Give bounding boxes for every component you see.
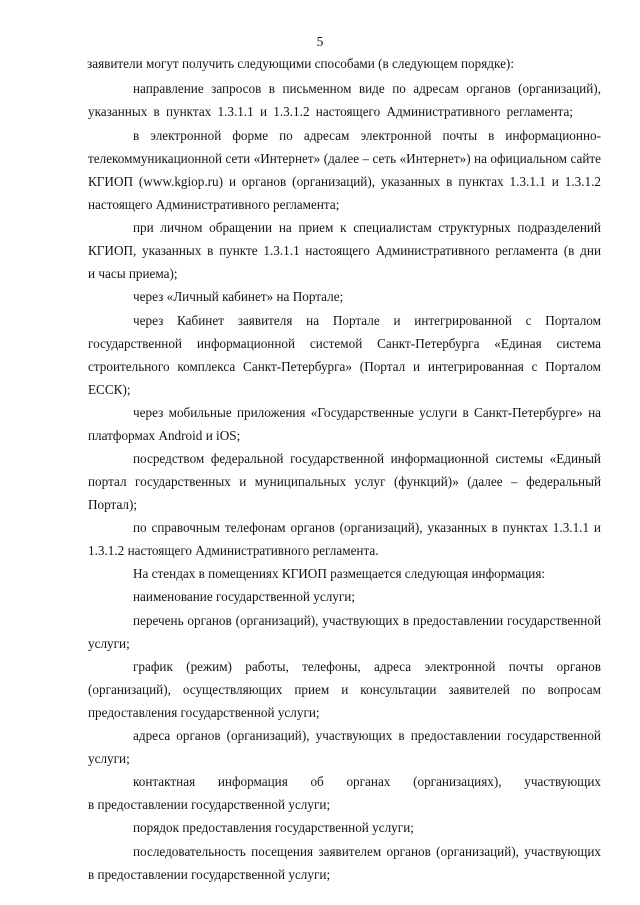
- text-line: в предоставлении государственной услуги;: [88, 867, 331, 882]
- text-line: по справочным телефонам органов (организаций), указанных в пунктах 1.3.1.1 и: [133, 520, 601, 535]
- text-line: порядок предоставления государственной услуги;: [133, 820, 414, 835]
- text-line: перечень органов (организаций), участвующих в предоставлении государственной: [133, 613, 601, 628]
- text-line: указанных в пунктах 1.3.1.1 и 1.3.1.2 настоящего Административного регламента;: [88, 104, 573, 119]
- text-line: ЕССК);: [88, 382, 131, 397]
- text-line: посредством федеральной государственной информационной системы «Единый: [133, 451, 601, 466]
- text-line: настоящего Административного регламента;: [88, 197, 340, 212]
- text-line: и часы приема);: [88, 266, 178, 281]
- text-line: телекоммуникационной сети «Интернет» (далее – сеть «Интернет») на официальном сайте: [88, 151, 601, 166]
- text-line: (организаций), осуществляющих прием и консультации заявителей по вопросам: [88, 682, 601, 697]
- text-line: при личном обращении на прием к специалистам структурных подразделений: [133, 220, 601, 235]
- text-line: государственной информационной системой Санкт-Петербурга «Единая система: [88, 336, 601, 351]
- text-line: Портал);: [88, 497, 138, 512]
- text-line: последовательность посещения заявителем органов (организаций), участвующих: [133, 844, 601, 859]
- page-number: 5: [316, 34, 324, 49]
- text-line: КГИОП (www.kgiop.ru) и органов (организаций), указанных в пунктах 1.3.1.1 и 1.3.1.2: [88, 174, 601, 189]
- text-line: заявители могут получить следующими способами (в следующем порядке):: [87, 56, 514, 71]
- text-line: направление запросов в письменном виде по адресам органов (организаций),: [133, 81, 601, 96]
- text-line: наименование государственной услуги;: [133, 589, 356, 604]
- text-line: контактная информация об органах (организациях), участвующих: [133, 774, 601, 789]
- text-line: в предоставлении государственной услуги;: [88, 797, 331, 812]
- text-line: услуги;: [88, 751, 130, 766]
- text-line: график (режим) работы, телефоны, адреса электронной почты органов: [133, 659, 601, 674]
- text-line: адреса органов (организаций), участвующих в предоставлении государственной: [133, 728, 601, 743]
- text-line: платформах Android и iOS;: [88, 428, 241, 443]
- text-line: портал государственных и муниципальных услуг (функций)» (далее – федеральный: [88, 474, 601, 489]
- text-line: 1.3.1.2 настоящего Административного регламента.: [88, 543, 379, 558]
- text-line: услуги;: [88, 636, 130, 651]
- text-line: через «Личный кабинет» на Портале;: [133, 289, 344, 304]
- text-line: На стендах в помещениях КГИОП размещается следующая информация:: [133, 566, 546, 581]
- text-line: в электронной форме по адресам электронной почты в информационно-: [133, 128, 601, 143]
- text-line: через Кабинет заявителя на Портале и интегрированной с Порталом: [133, 313, 601, 328]
- text-line: КГИОП, указанных в пункте 1.3.1.1 настоящего Административного регламента (в дни: [88, 243, 601, 258]
- text-line: строительного комплекса Санкт-Петербурга» (Портал и интегрированная с Порталом: [88, 359, 601, 374]
- text-line: предоставления государственной услуги;: [88, 705, 320, 720]
- text-line: через мобильные приложения «Государственные услуги в Санкт-Петербурге» на: [133, 405, 601, 420]
